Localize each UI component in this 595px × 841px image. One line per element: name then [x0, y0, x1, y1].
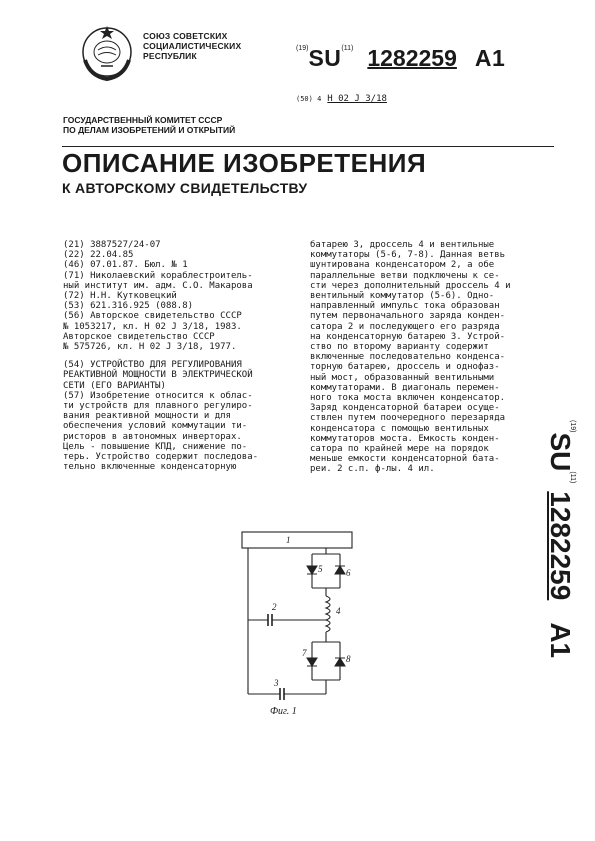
publication-number [296, 45, 505, 72]
text-line: (46) 07.01.87. Бюл. № 1 [63, 260, 188, 271]
state-committee-line: ГОСУДАРСТВЕННЫЙ КОМИТЕТ СССР [63, 115, 223, 125]
thyristor-7 [307, 658, 317, 666]
ussr-name [143, 31, 241, 61]
ussr-name-line: РЕСПУБЛИК [143, 51, 197, 61]
text-line: коммутаторами. В диагональ перемен- [310, 382, 500, 393]
text-line: (21) 3887527/24-07 [63, 240, 161, 250]
text-line: (57) Изобретение относится к облас- [63, 390, 253, 401]
side-kind: A1 [545, 622, 576, 659]
text-line: (71) Николаевский кораблестроитель- [63, 270, 253, 281]
code-19: (19) [296, 45, 309, 52]
text-line: № 1053217, кл. Н 02 J 3/18, 1983. [63, 321, 242, 332]
label-4: 4 [336, 606, 341, 616]
network-block [242, 532, 352, 548]
label-3: 3 [274, 678, 279, 688]
text-line: (56) Авторское свидетельство СССР [63, 311, 242, 322]
label-5: 5 [318, 564, 323, 574]
text-line: сти через дополнительный дроссель 4 и [310, 280, 511, 291]
text-line: параллельные ветви подключены к се- [310, 270, 500, 281]
text-line: (72) Н.Н. Кутковецкий [63, 291, 177, 302]
label-2: 2 [272, 602, 277, 612]
side-code-19: (19) [569, 420, 576, 433]
text-line: терь. Устройство содержит последова- [63, 452, 259, 463]
text-line: меньше емкости конденсаторной бата- [310, 454, 500, 465]
text-line: № 575726, кл. Н 02 J 3/18, 1977. [63, 342, 237, 353]
text-line: РЕАКТИВНОЙ МОЩНОСТИ В ЭЛЕКТРИЧЕСКОЙ [63, 370, 253, 381]
text-line: тельно включенные конденсаторную [63, 462, 237, 473]
kind-code: A1 [474, 45, 506, 71]
ipc-classification [296, 94, 387, 104]
text-line: вентильный коммутатор (5-6). Одно- [310, 291, 495, 302]
text-line: коммутаторы (5-6, 7-8). Данная ветвь [310, 250, 506, 261]
text-line: коммутаторов моста. Емкость конден- [310, 433, 500, 444]
country-code: SU [308, 45, 342, 71]
text-line: Цель - повышение КПД, снижение по- [63, 441, 248, 452]
ipc-code: (50) 4 [296, 95, 322, 103]
label-6: 6 [346, 568, 351, 578]
label-7: 7 [302, 648, 307, 658]
text-line: вания реактивной мощности и для [63, 411, 231, 422]
label-1: 1 [286, 535, 291, 545]
label-8: 8 [346, 654, 351, 664]
text-line: путем первоначального заряда конден- [310, 311, 506, 322]
state-committee-line: ПО ДЕЛАМ ИЗОБРЕТЕНИЙ И ОТКРЫТИЙ [63, 125, 236, 135]
text-line: ти устройств для плавного регулиро- [63, 401, 253, 412]
text-line: ного тока моста включен конденсатор. [310, 393, 506, 404]
ussr-emblem [76, 22, 138, 86]
thyristor-5 [307, 566, 317, 574]
text-line: включенные последовательно конденса- [310, 352, 506, 363]
text-line: ство по второму варианту содержит [310, 342, 489, 353]
text-line: ристоров в автономных инверторах. [63, 431, 242, 442]
text-line: (22) 22.04.85 [63, 250, 134, 261]
text-line: ный институт им. адм. С.О. Макарова [63, 280, 253, 291]
thyristor-6 [335, 566, 345, 574]
text-line: сатора 2 и последующего его разряда [310, 321, 500, 332]
text-line: направленный импульс тока образован [310, 301, 500, 312]
side-patent-number [536, 420, 576, 680]
text-line: Заряд конденсаторной батареи осуще- [310, 403, 500, 414]
text-line: на конденсаторную батарею 3. Устрой- [310, 331, 506, 342]
side-country: SU [545, 432, 576, 472]
text-line: ный мост, образованный вентильными [310, 372, 495, 383]
text-line: (53) 621.316.925 (088.8) [63, 301, 194, 312]
side-code-11: (11) [569, 471, 576, 484]
text-line: ствлен путем поочередного перезаряда [310, 413, 506, 424]
ussr-name-line: СОЦИАЛИСТИЧЕСКИХ [143, 41, 242, 51]
text-line: батарею 3, дроссель 4 и вентильные [310, 240, 495, 250]
text-line: (54) УСТРОЙСТВО ДЛЯ РЕГУЛИРОВАНИЯ [63, 360, 242, 371]
ipc-value: H 02 J 3/18 [327, 94, 387, 104]
text-line: Авторское свидетельство СССР [63, 331, 215, 342]
ussr-name-line: СОЮЗ СОВЕТСКИХ [143, 31, 228, 41]
text-line: реи. 2 с.п. ф-лы. 4 ил. [310, 464, 435, 475]
text-line: торную батарею, дроссель и однофаз- [310, 362, 500, 373]
side-number: 1282259 [545, 491, 576, 601]
text-line: конденсатора с помощью вентильных [310, 423, 489, 434]
text-line: обеспечения условий коммутации ти- [63, 421, 248, 432]
circuit-diagram [230, 530, 380, 710]
document-title: ОПИСАНИЕ ИЗОБРЕТЕНИЯ [62, 148, 427, 178]
code-11: (11) [341, 45, 354, 52]
state-committee [63, 115, 235, 135]
abstract-column [310, 240, 510, 475]
text-line: СЕТИ (ЕГО ВАРИАНТЫ) [63, 380, 166, 391]
patent-number: 1282259 [367, 45, 457, 71]
text-line: шунтирована конденсатором 2, а обе [310, 260, 495, 271]
text-line: сатора по крайней мере на порядок [310, 444, 489, 455]
document-subtitle: К АВТОРСКОМУ СВИДЕТЕЛЬСТВУ [62, 180, 308, 196]
bibliographic-column [63, 240, 258, 472]
thyristor-8 [335, 658, 345, 666]
figure-caption: Фиг. 1 [270, 706, 297, 717]
title-rule [62, 146, 554, 147]
